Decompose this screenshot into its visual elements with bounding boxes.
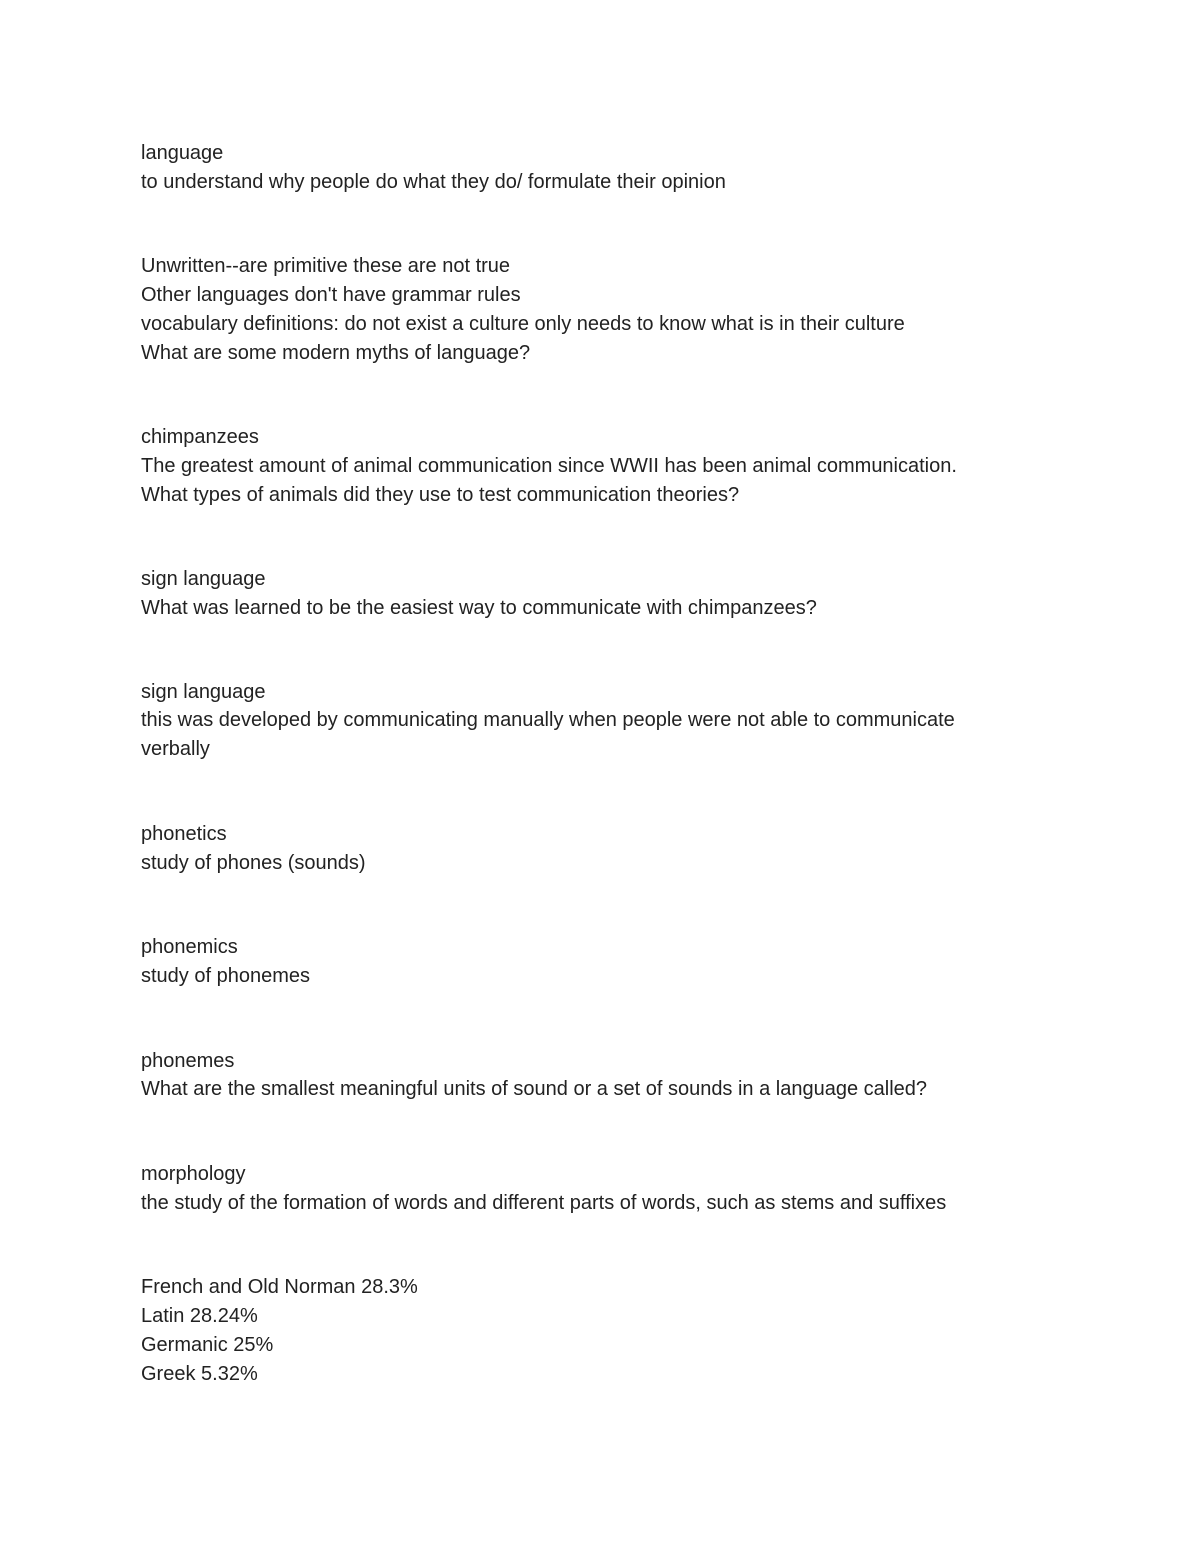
card-definition: verbally <box>141 738 210 761</box>
card-definition: this was developed by communicating manually when people were not able to communicate <box>141 709 955 732</box>
card-phonemics <box>141 933 1141 990</box>
card-sign-language-2 <box>141 678 1141 764</box>
card-phonemes <box>141 1047 1141 1104</box>
card-term: sign language <box>141 568 266 591</box>
card-line: French and Old Norman 28.3% <box>141 1276 418 1299</box>
card-line: What are some modern myths of language? <box>141 341 531 364</box>
card-phonetics <box>141 820 1141 877</box>
card-line: Latin 28.24% <box>141 1305 258 1328</box>
card-definition: to understand why people do what they do/ formulate their opinion <box>141 170 726 193</box>
card-definition: What are the smallest meaningful units of sound or a set of sounds in a language called? <box>141 1078 928 1101</box>
card-term: morphology <box>141 1163 246 1186</box>
card-definition: The greatest amount of animal communication since WWII has been animal communication. <box>141 454 957 477</box>
card-term: language <box>141 142 224 164</box>
card-definition: study of phones (sounds) <box>141 851 366 874</box>
card-line: Germanic 25% <box>141 1333 274 1356</box>
card-term: chimpanzees <box>141 426 259 449</box>
card-language-myths <box>141 252 1141 367</box>
card-definition: study of phonemes <box>141 964 310 987</box>
card-definition: What types of animals did they use to test communication theories? <box>141 483 740 506</box>
flashcard-document <box>141 139 1141 1388</box>
card-term: phonemics <box>141 936 238 959</box>
card-term: phonetics <box>141 822 227 845</box>
card-definition: What was learned to be the easiest way to communicate with chimpanzees? <box>141 597 817 620</box>
card-line: Other languages don't have grammar rules <box>141 284 521 307</box>
card-chimpanzees <box>141 423 1141 509</box>
card-language <box>141 139 1141 196</box>
card-line: Greek 5.32% <box>141 1362 258 1385</box>
card-line: Unwritten--are primitive these are not true <box>141 255 511 278</box>
card-english-origins <box>141 1273 1141 1388</box>
card-sign-language-1 <box>141 565 1141 622</box>
card-morphology <box>141 1160 1141 1217</box>
card-definition: the study of the formation of words and different parts of words, such as stems and suffixes <box>141 1191 947 1214</box>
card-line: vocabulary definitions: do not exist a culture only needs to know what is in their culture <box>141 312 905 335</box>
card-term: phonemes <box>141 1049 235 1072</box>
card-term: sign language <box>141 680 266 703</box>
